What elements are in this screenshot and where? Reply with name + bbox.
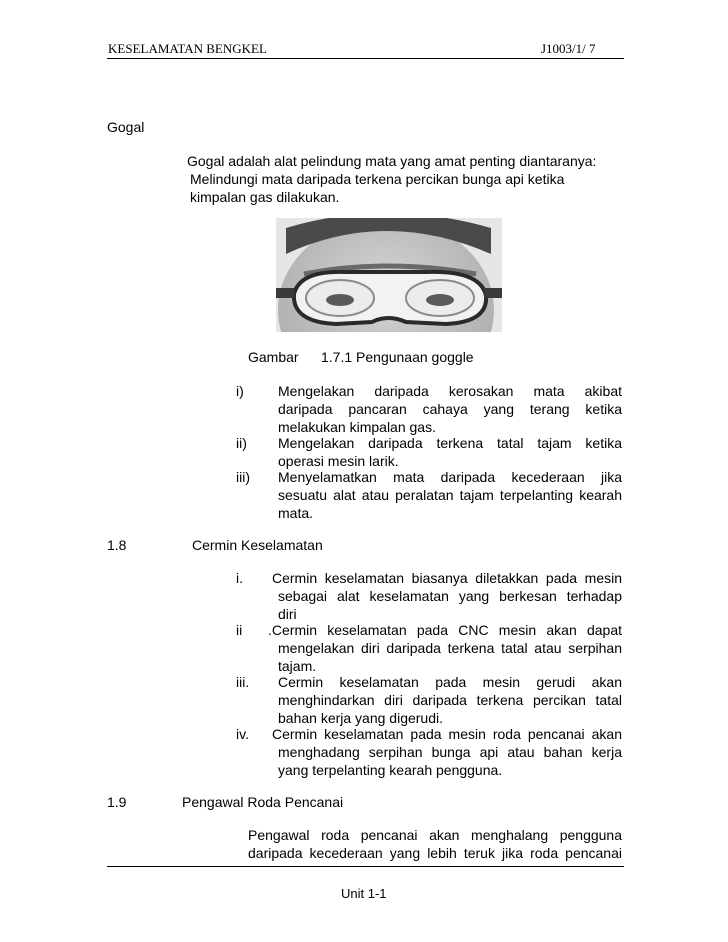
cermin-item-3-line-3: bahan kerja yang digerudi. [278, 710, 444, 726]
cermin-item-3-marker: iii. [236, 674, 250, 690]
footer-rule [107, 866, 624, 867]
figure-caption-label: Gambar [248, 349, 299, 365]
header-code: J1003/1/ 7 [541, 41, 596, 56]
cermin-item-1-line-2: sebagai alat keselamatan yang berkesan terhadap [278, 588, 622, 604]
header-rule [107, 58, 624, 59]
cermin-item-1-line-1: Cermin keselamatan biasanya diletakkan pada mesin [272, 570, 622, 586]
gogal-item-2-line-2: operasi mesin larik. [278, 453, 399, 469]
section-19-line-1: Pengawal roda pencanai akan menghalang pengguna [248, 827, 622, 843]
section-19-number: 1.9 [107, 794, 127, 810]
cermin-item-2-marker: ii [236, 622, 243, 638]
gogal-item-1-line-2: daripada pancaran cahaya yang terang ketika [278, 401, 622, 417]
figure-caption-text: 1.7.1 Pengunaan goggle [321, 349, 474, 365]
cermin-item-4-marker: iv. [236, 726, 249, 742]
cermin-item-2-line-1: .Cermin keselamatan pada CNC mesin akan dapat [268, 622, 622, 638]
gogal-intro-line-1: Gogal adalah alat pelindung mata yang amat penting diantaranya: [187, 153, 597, 169]
gogal-item-2-marker: ii) [236, 435, 247, 451]
cermin-item-3-line-2: menghindarkan diri daripada terkena percikan tatal [278, 692, 622, 708]
cermin-item-2-line-2: mengelakan diri daripada terkena tatal atau serpihan [278, 640, 622, 656]
cermin-item-4-line-2: menghadang serpihan bunga api atau bahan kerja [278, 744, 622, 760]
gogal-item-2-line-1: Mengelakan daripada terkena tatal tajam ketika [278, 435, 622, 451]
section-19-line-2: daripada kecederaan yang lebih teruk jika roda pencanai [248, 845, 622, 861]
gogal-intro-line-3: kimpalan gas dilakukan. [190, 189, 340, 205]
gogal-item-3-line-2: sesuatu alat atau peralatan tajam terpelanting kearah [278, 487, 622, 503]
cermin-item-4-line-3: yang terpelanting kearah pengguna. [278, 762, 503, 778]
section-18-number: 1.8 [107, 537, 127, 553]
goggle-photo [276, 218, 502, 332]
footer-unit: Unit 1-1 [341, 886, 387, 901]
cermin-item-3-line-1: Cermin keselamatan pada mesin gerudi akan [278, 674, 622, 690]
gogal-item-1-line-3: melakukan kimpalan gas. [278, 419, 436, 435]
gogal-item-3-line-3: mata. [278, 505, 314, 521]
cermin-item-1-marker: i. [236, 570, 243, 586]
cermin-item-4-line-1: Cermin keselamatan pada mesin roda pencanai akan [272, 726, 622, 742]
gogal-item-1-line-1: Mengelakan daripada kerosakan mata akibat [278, 383, 622, 399]
section-18-heading: Cermin Keselamatan [192, 537, 323, 553]
gogal-item-3-line-1: Menyelamatkan mata daripada kecederaan jika [278, 469, 622, 485]
cermin-item-2-line-3: tajam. [278, 658, 317, 674]
cermin-item-1-line-3: diri [278, 606, 297, 622]
header-title: KESELAMATAN BENGKEL [108, 41, 267, 56]
gogal-item-3-marker: iii) [236, 469, 250, 485]
section-heading-gogal: Gogal [107, 119, 145, 135]
gogal-intro-line-2: Melindungi mata daripada terkena percikan bunga api ketika [190, 171, 565, 187]
section-19-heading: Pengawal Roda Pencanai [182, 794, 344, 810]
gogal-item-1-marker: i) [236, 383, 244, 399]
